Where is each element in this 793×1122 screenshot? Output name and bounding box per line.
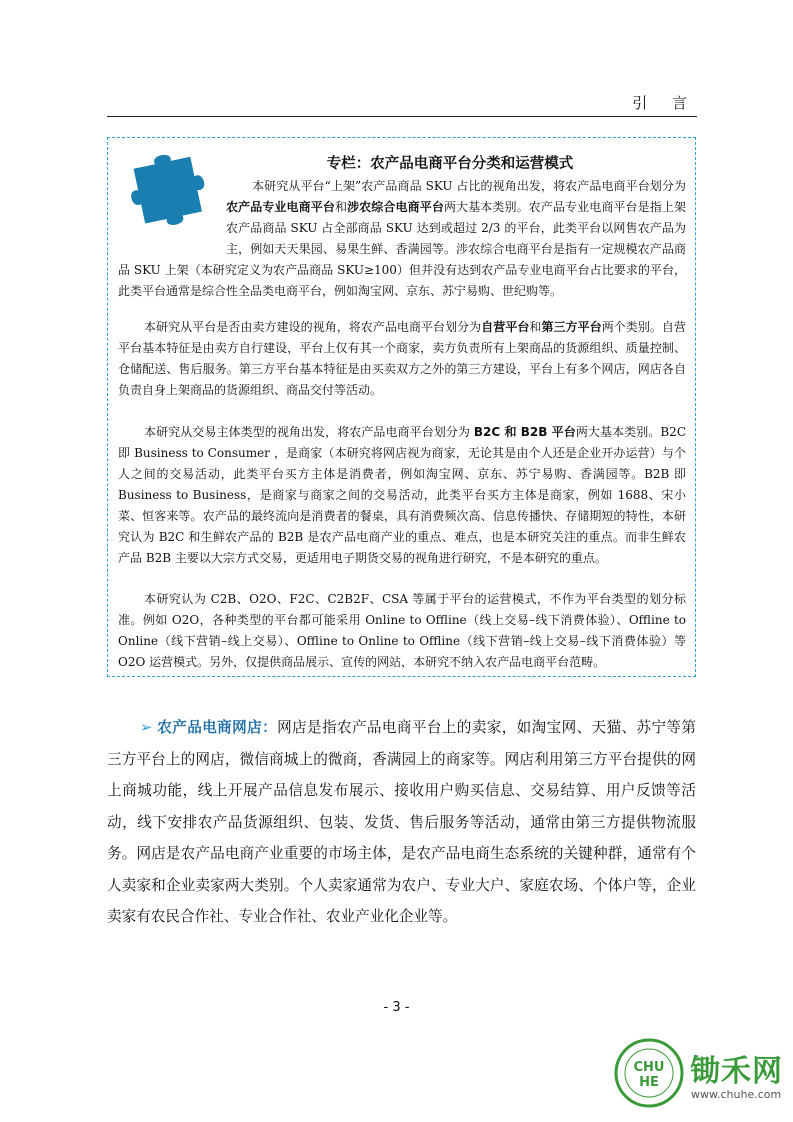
term-b2c-b2b: B2C 和 B2B 平台: [473, 425, 576, 439]
term-self-operated: 自营平台: [481, 320, 530, 334]
chuhe-logo-icon: [614, 1038, 684, 1108]
page-number: - 3 -: [383, 1000, 410, 1015]
boxout-paragraph-2: 本研究从平台是否由卖方建设的视角，将农产品电商平台划分为自营平台和第三方平台两个类别。自营平台基本特征是由卖方自行建设，平台上仅有其一个商家，卖方负责所有上架商品的货源组织、质量控制、仓储配送、售后服务。第三方平台基本特征是由买卖双方之外的第三方建设，平台上有多个网店，网店各自负责自身上架商品的货源组织、商品交付等活动。: [118, 320, 686, 397]
term-comprehensive-platform: 涉农综合电商平台: [347, 200, 444, 214]
page-header-title: 引 言: [632, 94, 697, 112]
logo-url[interactable]: www.chuhe.com: [691, 1088, 782, 1101]
logo-name[interactable]: 锄禾网: [690, 1054, 783, 1089]
boxout-paragraph-3: 本研究从交易主体类型的视角出发，将农产品电商平台划分为 B2C 和 B2B 平台两大基本类别。B2C 即 Business to Consumer ，是商家（本研究将网店视为商家，无论其是由个人还是企业开办运营）与个人之间的交易活动，此类平台买方主体是消费者，例如淘宝网、京东、苏宁易购、香满园等。B2B 即 Business to Business，是商家与商家之间的交易活动，此类平台买方主体是商家，例如 1688、宋小菜、恒客来等。农产品的最终流向是消费者的餐桌，具有消费频次高、信息传播快、存储期短的特性，本研究认为 B2C 和生鲜农产品的 B2B 是农产品电商产业的重点、难点，也是本研究关注的重点。而非生鲜农产品 B2B 主要以大宗方式交易，更适用电子期货交易的视角进行研究，不是本研究的重点。: [118, 425, 686, 565]
term-online-store: 农产品电商网店：: [157, 719, 278, 736]
svg-text:HE: HE: [639, 1075, 659, 1090]
term-third-party: 第三方平台: [541, 320, 602, 334]
boxout-paragraph-1: 本研究从平台“上架”农产品商品 SKU 占比的视角出发，将农产品电商平台划分为农产品专业电商平台和涉农综合电商平台两大基本类别。农产品专业电商平台是指上架农产品商品 SKU 占全部商品 SKU 达到或超过 2/3 的平台，此类平台以网售农产品为主，例如天天果园、易果生鲜、香满园等。涉农综合电商平台是指有一定规模农产品商品 SKU 上架（本研究定义为农产品商品 SKU≥100）但并没有达到农产品专业电商平台占比要求的平台，此类平台通常是综合性全品类电商平台，例如淘宝网、京东、苏宁易购、世纪购等。: [118, 179, 686, 298]
arrow-bullet-icon: ➢: [140, 719, 153, 736]
main-paragraph: ➢ 农产品电商网店：网店是指农产品电商平台上的卖家，如淘宝网、天猫、苏宁等第三方平台上的网店，微信商城上的微商，香满园上的商家等。网店利用第三方平台提供的网上商城功能，线上开展产品信息发布展示、接收用户购买信息、交易结算、用户反馈等活动，线下安排农产品货源组织、包装、发货、售后服务等活动，通常由第三方提供物流服务。网店是农产品电商产业重要的市场主体，是农产品电商生态系统的关键种群，通常有个人卖家和企业卖家两大类别。个人卖家通常为农户、专业大户、家庭农场、个体户等，企业卖家有农民合作社、专业合作社、农业产业化企业等。: [107, 719, 696, 925]
boxout-paragraph-4: 本研究认为 C2B、O2O、F2C、C2B2F、CSA 等属于平台的运营模式，不作为平台类型的划分标准。例如 O2O，各种类型的平台都可能采用 Online to Offline（线上交易–线下消费体验）、Offline to Online（线下营销–线上交易）、Offline to Online to Offline（线下营销–线上交易–线下消费体验）等 O2O 运营模式。另外，仅提供商品展示、宣传的网站，本研究不纳入农产品电商平台范畴。: [118, 592, 686, 669]
boxout-title: 专栏：农产品电商平台分类和运营模式: [326, 156, 574, 172]
svg-text:CHU: CHU: [633, 1060, 665, 1075]
term-specialized-platform: 农产品专业电商平台: [226, 200, 335, 214]
header-rule: [107, 116, 697, 117]
